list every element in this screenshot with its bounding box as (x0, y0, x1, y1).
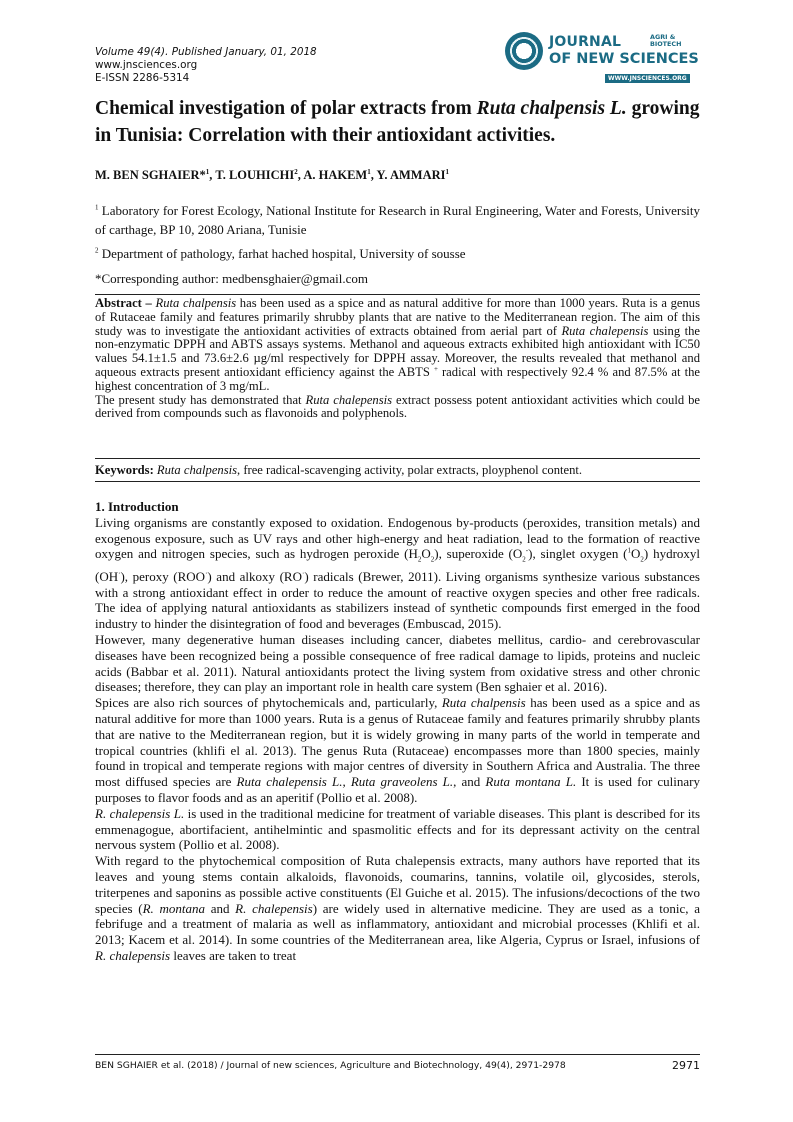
affiliation-text: Laboratory for Forest Ecology, National Institute for Research in Rural Engineering, Water and Forests, University of carthage, BP 10, 2080 Ariana, Tunisie (95, 203, 700, 237)
title-text-1: Chemical investigation of polar extracts from (95, 98, 477, 119)
body-text: ), peroxy (ROO (120, 568, 206, 584)
page-footer (95, 1060, 700, 1071)
body-text: has been used as a spice and as natural additive for more than 1000 years. Ruta is a genus of Rutaceae family and features primarily shrubby plants that are native to the Mediterranean region, but it is widely growing in many parts of the world in temperate and tropical countries (khlifi el al. 2013). The genus Ruta (Rutaceae) encompasses more than 1800 species, mainly found in tropical and temperate regions with major centres of diversity in Southern Africa and Australia. The three most diffused species are (95, 695, 701, 790)
eissn-line: E-ISSN 2286-5314 (95, 72, 190, 84)
author-separator: , (370, 168, 377, 182)
body-text: Spices are also rich sources of phytochemicals and, particularly, (95, 695, 442, 711)
affiliation-mark: 2 (95, 246, 99, 255)
author-affiliation-mark: 1 (367, 167, 371, 176)
abstract-text: extract possess potent antioxidant activities which could be derived from compounds such as flavonoids and polyphenols. (95, 392, 700, 421)
abstract (95, 297, 700, 421)
author: Y. AMMARI (376, 168, 446, 182)
body-paragraph (95, 853, 700, 964)
species-name: Ruta chalpensis (153, 463, 238, 477)
subscript: 2 (522, 555, 526, 564)
introduction-section (95, 499, 700, 964)
keywords-label: Keywords: (95, 463, 154, 477)
corresponding-author: *Corresponding author: medbensghaier@gmail.com (95, 271, 368, 286)
superscript: · (302, 569, 305, 578)
species-name: Ruta chalpensis (155, 296, 237, 310)
divider (95, 294, 700, 295)
subscript: 2 (640, 555, 644, 564)
keywords (95, 463, 700, 478)
body-text: With regard to the phytochemical composition of Ruta chalepensis extracts, many authors have reported that its leaves and young stems contain alkaloids, flavonoids, coumarins, tannins, volatile oil, glycosides, sterols, triterpenes and saponins as possible active constituents (El Guiche et al. 2015). The infusions/decoctions of the two species ( (95, 853, 700, 916)
body-text: , and (453, 774, 486, 790)
journal-header (95, 46, 317, 85)
author-affiliation-mark: 1 (445, 167, 449, 176)
species-name: Ruta chalepensis (561, 323, 649, 338)
body-text: ) radicals (Brewer, 2011). Living organisms synthesize various substances with a strong antioxidant effect in order to reduce the amount of reactive oxygen species and other free radicals. The idea of applying natural antioxidants as stabilizers instead of synthetic compounds first emerged in the food industry to hinder the disintegration of food and beverages (Embuscad, 2015). (95, 568, 700, 632)
author-affiliation-mark: 1 (205, 167, 210, 176)
author: M. BEN SGHAIER* (95, 168, 206, 182)
affiliation-2 (95, 244, 700, 263)
body-text: Living organisms are constantly exposed to oxidation. Endogenous by-products (peroxides, transition metals) and exogenous exposure, such as UV rays and other high-energy and heat radiation, lead to the formation of reactive oxygen and nitrogen species, such as hydrogen peroxide (H (95, 514, 700, 562)
affiliation-mark: 1 (95, 203, 99, 212)
superscript: · (205, 569, 208, 578)
superscript: - (525, 547, 529, 556)
body-text: ), superoxide (O (434, 546, 523, 562)
body-paragraph (95, 695, 700, 806)
title-text-2: growing in Tunisia: Correlation with their antioxidant activities. (95, 98, 700, 146)
abstract-paragraph (95, 394, 700, 422)
divider (95, 481, 700, 482)
abstract-text: The present study has demonstrated that (95, 392, 306, 407)
paper-title (95, 95, 705, 149)
author-affiliation-mark: 2 (294, 167, 298, 176)
body-text: ) and alkoxy (RO (207, 568, 302, 584)
abstract-paragraph (95, 297, 700, 394)
abstract-text: has been used as a spice and as natural additive for more than 1000 years. Ruta is a genus of Rutaceae family and features primarily shrubby plants that are native to the Mediterranean region. The aim of this study was to investigate the antioxidant activities of extracts obtained from aerial part of (95, 296, 700, 338)
species-name: Ruta montana L. (485, 774, 577, 790)
author-separator: , (209, 168, 216, 182)
affiliation-text: Department of pathology, farhat hached hospital, University of sousse (98, 246, 466, 261)
body-text: ) hydroxyl (OH (95, 546, 701, 584)
title-species: Ruta chalpensis L. (476, 98, 627, 119)
superscript: + (433, 364, 438, 373)
body-text: It is used for culinary purposes to flavor foods and as an aperitif (Pollio et al. 2008). (95, 774, 700, 805)
author: T. LOUHICHI (215, 168, 295, 182)
website-line: www.jnsciences.org (95, 59, 198, 71)
body-paragraph: However, many degenerative human diseases including cancer, diabetes mellitus, cardio- and cerebrovascular diseases have been recognized being a possible consequence of free radical damage to lipids, proteins and nucleic acids (Babbar et al. 2011). Natural antioxidants protect the living system from oxidative stress and other chronic diseases; therefore, they can play an important role in health care system (Ben sghaier et al. 2016). (95, 631, 700, 695)
body-text: leaves are taken to treat (170, 947, 297, 963)
keywords-text: , free radical-scavenging activity, polar extracts, ployphenol content. (237, 463, 583, 477)
species-name: R. chalepensis (235, 900, 313, 916)
author: A. HAKEM (303, 168, 368, 182)
footer-citation: BEN SGHAIER et al. (2018) / Journal of new sciences, Agriculture and Biotechnology, 49(4), 2971-2978 (95, 1060, 566, 1071)
abstract-label: Abstract – (95, 296, 156, 310)
divider (95, 458, 700, 459)
body-paragraph (95, 515, 700, 632)
authors-line (95, 168, 449, 183)
species-name: Ruta chalepensis L., Ruta graveolens L. (236, 774, 454, 790)
author-separator: , (297, 168, 304, 182)
abstract-text: using the non-enzymatic DPPH and ABTS assays systems. Methanol and aqueous extracts exhibited high antioxidant with IC50 values 54.1±1.5 and 73.6±2.6 µg/ml respectively for DPPH assay. Moreover, the results revealed that methanol and aqueous extracts present antioxidant efficiency against the ABTS (95, 323, 700, 379)
logo-new-sciences-text: OF NEW SCIENCES (549, 51, 699, 67)
body-paragraph (95, 806, 700, 853)
body-text: and (204, 900, 236, 916)
logo-journal-text: JOURNAL (549, 34, 622, 50)
species-name: Ruta chalpensis (441, 695, 526, 711)
affiliation-1 (95, 201, 700, 239)
abstract-text: radical with respectively 92.4 % and 87.5% at the highest concentration of 3 mg/mL. (95, 364, 701, 393)
species-name: R. chalepensis L. (95, 805, 185, 821)
subscript: 2 (417, 555, 422, 564)
species-name: R. chalepensis (95, 947, 171, 963)
globe-icon (505, 32, 543, 70)
logo-web-text: WWW.JNSCIENCES.ORG (605, 74, 690, 83)
section-heading: 1. Introduction (95, 499, 179, 514)
page-number: 2971 (672, 1059, 700, 1072)
logo-agri-text: AGRI & BIOTECH (650, 33, 682, 48)
species-name: Ruta chalepensis (305, 392, 393, 407)
superscript: · (118, 569, 121, 578)
journal-logo (505, 32, 705, 90)
body-text: O (631, 546, 641, 562)
body-text: O (421, 546, 431, 562)
body-text: ) are widely used in alternative medicine. They are used as a tonic, a febrifuge and a treatment of malaria as well as inflammatory, antioxidant and microbial processes (Khlifi et al. 2013; Kacem et al. 2014). In some countries of the Mediterranean area, like Algeria, Cyprus or Israel, infusions of (95, 900, 700, 948)
body-text: ), singlet oxygen ( (528, 546, 628, 562)
footer-divider (95, 1054, 700, 1055)
subscript: 2 (430, 555, 435, 564)
superscript: 1 (627, 547, 631, 556)
body-text: is used in the traditional medicine for treatment of variable diseases. This plant is described for its emmenagogue, abortifacient, antihelmintic and spasmolitic effects and for its depressant activity on the central nervous system (Pollio et al. 2008). (95, 805, 700, 853)
species-name: R. montana (142, 900, 205, 916)
volume-line: Volume 49(4). Published January, 01, 2018 (95, 46, 317, 58)
